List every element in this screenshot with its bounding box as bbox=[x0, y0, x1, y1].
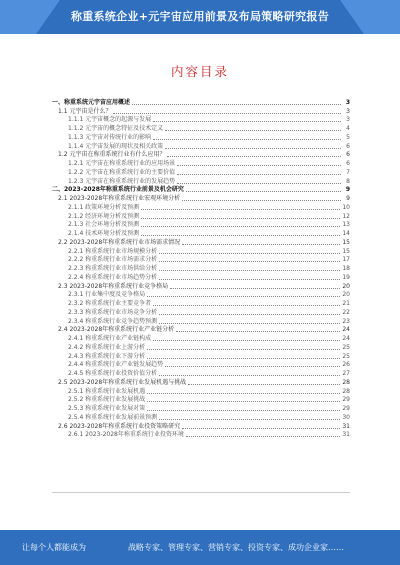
toc-entry-page: 6 bbox=[346, 160, 350, 167]
dot-leader bbox=[147, 358, 340, 359]
toc-entry[interactable] bbox=[52, 308, 350, 317]
toc-entry[interactable] bbox=[52, 404, 350, 413]
toc-entry-page: 6 bbox=[346, 142, 350, 150]
toc-entry[interactable] bbox=[52, 299, 350, 308]
toc-entry-text: 2.1.3 社会环境分析及预测 bbox=[68, 221, 140, 229]
toc-entry-page: 6 bbox=[346, 151, 350, 159]
report-title: 称重系统企业+元宇宙应用前景及布局策略研究报告 bbox=[70, 10, 330, 23]
toc-entry-text: 2.3.3 称重系统行业市场竞争分析 bbox=[68, 308, 158, 316]
toc-entry[interactable] bbox=[52, 282, 350, 291]
toc-entry-text: 2.1.2 经济环境分析及预测 bbox=[68, 212, 140, 220]
dot-leader bbox=[177, 183, 341, 184]
toc-entry[interactable] bbox=[52, 194, 350, 203]
toc-entry-page: 4 bbox=[346, 125, 350, 132]
toc-entry[interactable] bbox=[52, 317, 350, 326]
toc-entry-page: 5 bbox=[346, 133, 350, 141]
toc-entry-page: 25 bbox=[342, 352, 350, 360]
toc-entry-text: 2.3.2 称重系统行业主要竞争者 bbox=[68, 300, 152, 307]
toc-entry-text: 1.1.3 元宇宙对传统行业的影响 bbox=[68, 133, 152, 141]
dot-leader bbox=[186, 436, 340, 437]
toc-entry-text: 2.6.1 2023-2028年称重系统行业投资环境 bbox=[68, 431, 184, 439]
dot-leader bbox=[165, 366, 340, 367]
toc-entry-page: 18 bbox=[342, 265, 350, 272]
toc-entry-page: 9 bbox=[345, 186, 350, 194]
toc-entry[interactable] bbox=[52, 221, 350, 230]
toc-entry-text: 1.2 元宇宙在称重系统行业有什么应用？ bbox=[58, 151, 166, 159]
toc-entry[interactable] bbox=[52, 177, 350, 186]
toc-entry-page: 20 bbox=[342, 291, 350, 299]
dot-leader bbox=[141, 235, 340, 236]
toc-entry[interactable] bbox=[52, 107, 350, 116]
toc-entry-page: 31 bbox=[342, 422, 350, 430]
dot-leader bbox=[176, 331, 340, 332]
toc-entry-text: 2.1.4 技术环境分析及预测 bbox=[68, 230, 140, 237]
toc-entry-text: 2.3.1 行业集中度及竞争格局 bbox=[68, 291, 146, 299]
dot-leader bbox=[177, 165, 341, 166]
toc-entry-page: 29 bbox=[342, 405, 350, 412]
toc-entry[interactable] bbox=[52, 203, 350, 212]
toc-entry-page: 23 bbox=[342, 317, 350, 325]
toc-entry-text: 2.5 2023-2028年称重系统行业发展机遇与挑战 bbox=[58, 378, 187, 386]
toc-entry-page: 7 bbox=[346, 168, 350, 176]
toc-entry-text: 2.1.1 政策环境分析及预测 bbox=[68, 203, 140, 211]
toc-entry-page: 17 bbox=[342, 256, 350, 264]
toc-entry-page: 13 bbox=[342, 221, 350, 229]
toc-entry-page: 9 bbox=[346, 195, 350, 202]
toc-entry[interactable] bbox=[52, 133, 350, 142]
toc-entry[interactable] bbox=[52, 273, 350, 282]
page-header bbox=[0, 0, 400, 34]
toc-entry-page: 27 bbox=[342, 370, 350, 377]
toc-entry[interactable] bbox=[52, 238, 350, 247]
toc-entry-text: 2.2 2023-2028年称重系统行业市场需求情况 bbox=[58, 238, 181, 246]
dot-leader bbox=[182, 244, 340, 245]
toc-entry[interactable] bbox=[52, 142, 350, 151]
dot-leader bbox=[147, 401, 340, 402]
toc-entry-text: 2.6 2023-2028年称重系统行业投资策略研究 bbox=[58, 422, 181, 430]
toc-entry-text: 2.4.2 称重系统行业上游分析 bbox=[68, 343, 146, 351]
dot-leader bbox=[159, 314, 340, 315]
dot-leader bbox=[182, 200, 341, 201]
toc-entry-page: 26 bbox=[342, 361, 350, 369]
toc-entry[interactable] bbox=[52, 186, 350, 195]
dot-leader bbox=[170, 288, 340, 289]
dot-leader bbox=[147, 410, 340, 411]
toc-entry-text: 1.1.4 元宇宙发展的现状及相关政策 bbox=[68, 142, 164, 150]
toc-entry-text: 2.1 2023-2028年称重系统行业宏观环境分析 bbox=[58, 195, 181, 202]
toc-entry-text: 二、2023-2028年称重系统行业前景及机会研究 bbox=[52, 186, 184, 194]
toc-entry-page: 28 bbox=[342, 378, 350, 386]
toc-entry-text: 2.4.1 称重系统行业产业链构成 bbox=[68, 335, 152, 342]
toc-entry[interactable] bbox=[52, 378, 350, 387]
toc-entry[interactable] bbox=[52, 431, 350, 440]
toc-entry[interactable] bbox=[52, 124, 350, 133]
footer-tags: 战略专家、管理专家、营销专家、投资专家、成功企业家…… bbox=[128, 543, 344, 552]
toc-entry[interactable] bbox=[52, 422, 350, 431]
toc-entry-page: 3 bbox=[346, 107, 350, 115]
toc-entry-text: 一、称重系统元宇宙应用概述 bbox=[52, 98, 131, 106]
dot-leader bbox=[141, 226, 340, 227]
dot-leader bbox=[141, 218, 340, 219]
toc-entry-text: 2.2.2 称重系统行业市场需求分析 bbox=[68, 256, 158, 264]
toc-entry-text: 2.3 2023-2028年称重系统行业竞争格局 bbox=[58, 282, 169, 290]
table-of-contents bbox=[52, 98, 350, 439]
page-footer bbox=[0, 530, 400, 565]
dot-leader bbox=[182, 428, 340, 429]
toc-entry-page: 24 bbox=[342, 326, 350, 334]
dot-leader bbox=[113, 113, 341, 114]
toc-entry-page: 22 bbox=[342, 308, 350, 316]
toc-entry[interactable] bbox=[52, 361, 350, 370]
toc-entry-text: 1.1.1 元宇宙概念的起源与发展 bbox=[68, 116, 152, 124]
toc-entry[interactable] bbox=[52, 369, 350, 378]
toc-entry-text: 2.5.4 称重系统行业发展前景预测 bbox=[68, 413, 158, 421]
toc-entry[interactable] bbox=[52, 326, 350, 335]
dot-leader bbox=[153, 305, 340, 306]
dot-leader bbox=[159, 279, 340, 280]
toc-entry-page: 10 bbox=[342, 203, 350, 211]
toc-entry-text: 1.2.2 元宇宙在称重系统行业的主要价值 bbox=[68, 168, 176, 176]
toc-entry-text: 2.4.5 称重系统行业投资价值分析 bbox=[68, 370, 158, 377]
toc-entry[interactable] bbox=[52, 168, 350, 177]
dot-leader bbox=[153, 139, 341, 140]
dot-leader bbox=[167, 156, 341, 157]
dot-leader bbox=[177, 174, 341, 175]
dot-leader bbox=[147, 393, 340, 394]
toc-entry-text: 2.3.4 称重系统行业竞争趋势预测 bbox=[68, 317, 158, 325]
dot-leader bbox=[159, 270, 340, 271]
toc-entry[interactable] bbox=[52, 352, 350, 361]
toc-entry-text: 2.2.4 称重系统行业市场趋势分析 bbox=[68, 273, 158, 281]
toc-entry-page: 25 bbox=[342, 343, 350, 351]
toc-entry[interactable] bbox=[52, 264, 350, 273]
toc-entry-page: 21 bbox=[342, 300, 350, 307]
toc-entry-page: 8 bbox=[346, 177, 350, 185]
toc-entry[interactable] bbox=[52, 229, 350, 238]
toc-entry[interactable] bbox=[52, 413, 350, 422]
footer-slogan: 让每个人都能成为 bbox=[22, 543, 86, 552]
toc-entry-page: 31 bbox=[342, 431, 350, 439]
dot-leader bbox=[147, 349, 340, 350]
toc-entry-page: 12 bbox=[342, 212, 350, 220]
toc-entry[interactable] bbox=[52, 396, 350, 405]
toc-entry-text: 2.4 2023-2028年称重系统行业产业链分析 bbox=[58, 326, 175, 334]
toc-entry-text: 2.4.3 称重系统行业下游分析 bbox=[68, 352, 146, 360]
dot-leader bbox=[147, 296, 340, 297]
dot-leader bbox=[153, 340, 340, 341]
dot-leader bbox=[165, 148, 341, 149]
toc-entry-page: 30 bbox=[342, 413, 350, 421]
toc-entry-text: 2.5.3 称重系统行业发展对策 bbox=[68, 405, 146, 412]
toc-entry-text: 1.2.1 元宇宙在称重系统行业的应用场景 bbox=[68, 160, 176, 167]
toc-entry-text: 2.5.1 称重系统行业发展机遇 bbox=[68, 387, 146, 395]
dot-leader bbox=[159, 253, 340, 254]
dot-leader bbox=[132, 104, 341, 105]
toc-entry[interactable] bbox=[52, 98, 350, 107]
toc-entry-page: 24 bbox=[342, 335, 350, 342]
divider bbox=[52, 492, 350, 493]
dot-leader bbox=[159, 261, 340, 262]
toc-entry[interactable] bbox=[52, 256, 350, 265]
dot-leader bbox=[153, 121, 341, 122]
toc-entry-page: 15 bbox=[342, 238, 350, 246]
toc-entry-page: 15 bbox=[342, 247, 350, 255]
toc-entry[interactable] bbox=[52, 343, 350, 352]
toc-entry-text: 2.2.3 称重系统行业市场供给分析 bbox=[68, 265, 158, 272]
toc-entry[interactable] bbox=[52, 291, 350, 300]
dot-leader bbox=[186, 191, 341, 192]
toc-entry[interactable] bbox=[52, 334, 350, 343]
toc-entry-text: 2.5.2 称重系统行业发展挑战 bbox=[68, 396, 146, 404]
toc-entry-text: 2.2.1 称重系统行业市场规模分析 bbox=[68, 247, 158, 255]
toc-entry-page: 3 bbox=[346, 116, 350, 124]
toc-entry-page: 29 bbox=[342, 396, 350, 404]
toc-entry[interactable] bbox=[52, 247, 350, 256]
toc-entry[interactable] bbox=[52, 159, 350, 168]
toc-entry[interactable] bbox=[52, 116, 350, 125]
dot-leader bbox=[141, 209, 340, 210]
toc-entry-text: 1.1 元宇宙是什么？ bbox=[58, 107, 112, 115]
dot-leader bbox=[159, 419, 340, 420]
toc-entry-text: 2.4.4 称重系统行业产业链发展趋势 bbox=[68, 361, 164, 369]
toc-entry-text: 1.1.2 元宇宙的概念特征及技术定义 bbox=[68, 125, 164, 132]
dot-leader bbox=[165, 130, 341, 131]
toc-entry-page: 14 bbox=[342, 230, 350, 237]
dot-leader bbox=[159, 375, 340, 376]
toc-entry-text: 1.2.3 元宇宙在称重系统行业的发展趋势 bbox=[68, 177, 176, 185]
toc-entry-page: 3 bbox=[345, 98, 350, 106]
toc-entry[interactable] bbox=[52, 212, 350, 221]
dot-leader bbox=[159, 323, 340, 324]
toc-entry[interactable] bbox=[52, 387, 350, 396]
toc-entry-page: 20 bbox=[342, 282, 350, 290]
toc-entry-page: 19 bbox=[342, 273, 350, 281]
toc-entry[interactable] bbox=[52, 151, 350, 160]
toc-entry-page: 28 bbox=[342, 387, 350, 395]
toc-heading: 内容目录 bbox=[170, 64, 229, 79]
dot-leader bbox=[188, 384, 340, 385]
